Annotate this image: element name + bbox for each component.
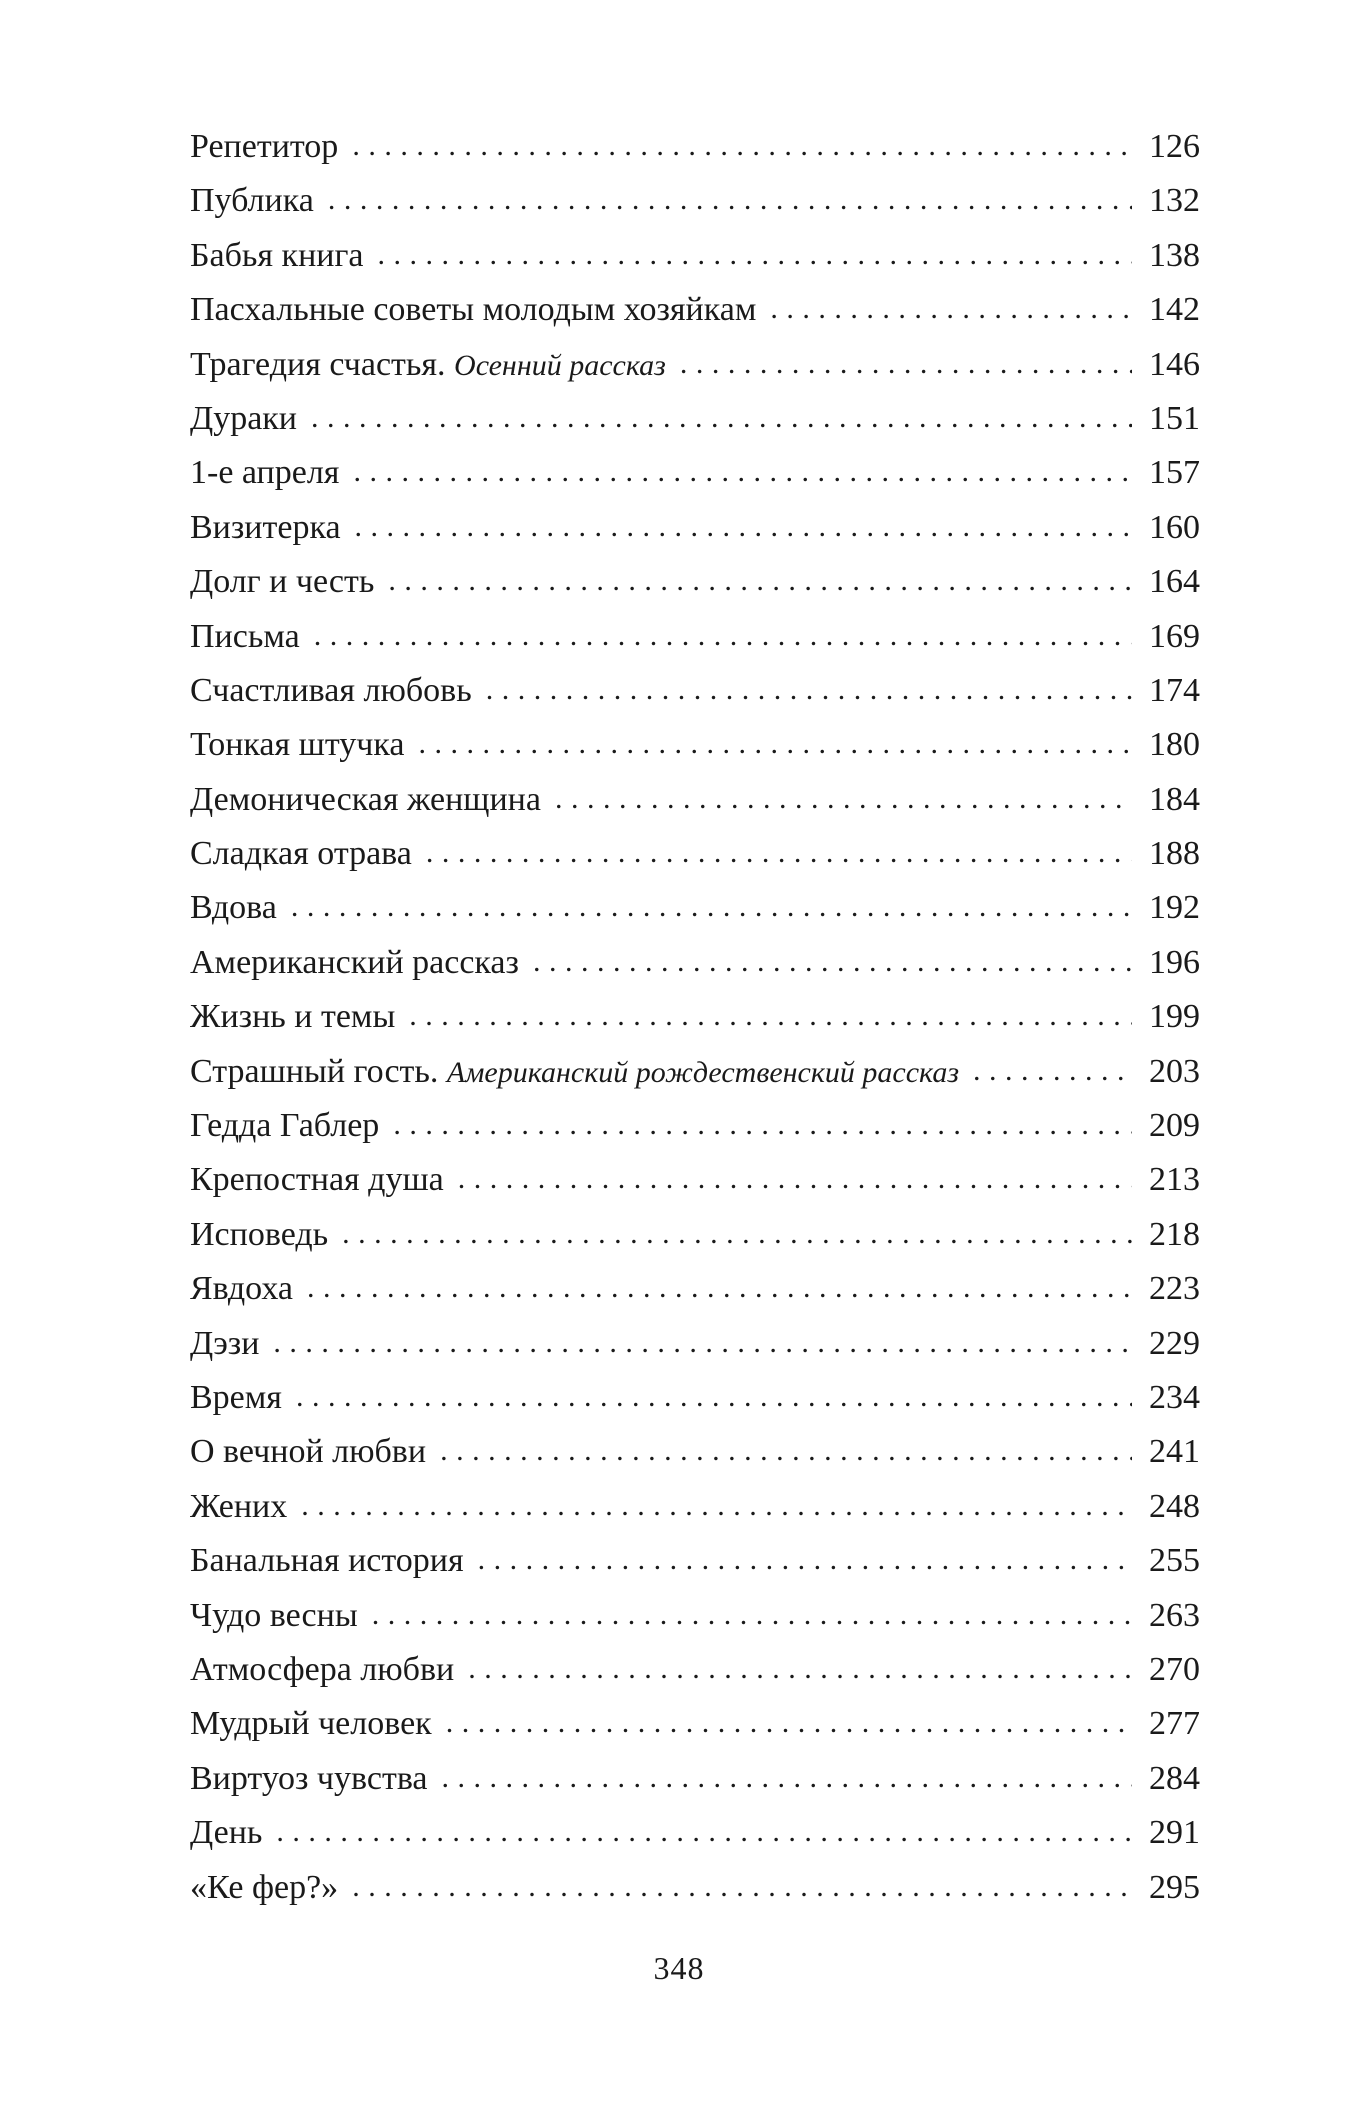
toc-page-number: 199 xyxy=(1149,998,1200,1036)
toc-title-text: Время xyxy=(190,1378,282,1416)
toc-title-text: Сладкая отрава xyxy=(190,835,412,873)
toc-title-text: Дураки xyxy=(190,399,297,437)
toc-page-number: 234 xyxy=(1149,1378,1200,1416)
toc-entry-title xyxy=(190,1589,358,1643)
dot-leader xyxy=(478,1533,1132,1587)
toc-page-number: 169 xyxy=(1149,617,1200,655)
dot-leader xyxy=(468,1642,1132,1696)
toc-page-number: 291 xyxy=(1149,1814,1200,1852)
toc-entry-title xyxy=(190,1153,444,1207)
toc-entry xyxy=(190,1752,1200,1806)
toc-entry xyxy=(190,1317,1200,1371)
toc-title-text: Визитерка xyxy=(190,508,341,546)
toc-entry-title xyxy=(190,174,314,228)
toc-entry xyxy=(190,501,1200,555)
dot-leader xyxy=(680,337,1132,391)
dot-leader xyxy=(770,282,1132,336)
dot-leader xyxy=(311,391,1132,445)
dot-leader xyxy=(388,554,1132,608)
toc-page-number: 160 xyxy=(1149,508,1200,546)
dot-leader xyxy=(342,1207,1132,1261)
toc-entry-title xyxy=(190,1208,328,1262)
toc-page-number: 223 xyxy=(1149,1270,1200,1308)
dot-leader xyxy=(291,880,1132,934)
toc-entry xyxy=(190,392,1200,446)
toc-entry xyxy=(190,664,1200,718)
dot-leader xyxy=(314,609,1132,663)
toc-title-text: Вдова xyxy=(190,889,277,927)
dot-leader xyxy=(446,1696,1132,1750)
toc-entry xyxy=(190,773,1200,827)
dot-leader xyxy=(352,119,1132,173)
toc-entry-title xyxy=(190,1371,282,1425)
toc-page-number: 132 xyxy=(1149,182,1200,220)
toc-page-number: 146 xyxy=(1149,345,1200,383)
toc-entry-title xyxy=(190,610,300,664)
toc-entry xyxy=(190,338,1200,392)
toc-entry xyxy=(190,1371,1200,1425)
toc-page-number: 174 xyxy=(1149,671,1200,709)
toc-entry-title xyxy=(190,1752,428,1806)
toc-entry xyxy=(190,446,1200,500)
dot-leader xyxy=(458,1152,1132,1206)
dot-leader xyxy=(328,173,1132,227)
toc-title-text: Виртуоз чувства xyxy=(190,1759,428,1797)
toc-entry-title xyxy=(190,718,404,772)
toc-entry xyxy=(190,1045,1200,1099)
toc-entry xyxy=(190,174,1200,228)
toc-title-text: Жизнь и темы xyxy=(190,998,396,1036)
toc-page-number: 188 xyxy=(1149,835,1200,873)
toc-title-text: Дэзи xyxy=(190,1324,260,1362)
toc-title-text: Пасхальные советы молодым хозяйкам xyxy=(190,291,757,329)
toc-page-number: 142 xyxy=(1149,291,1200,329)
dot-leader xyxy=(296,1370,1132,1424)
toc-entry-title xyxy=(190,1425,426,1479)
toc-title-text: Письма xyxy=(190,617,300,655)
toc-page-number: 213 xyxy=(1149,1161,1200,1199)
toc-page-number: 192 xyxy=(1149,889,1200,927)
toc-entry xyxy=(190,718,1200,772)
dot-leader xyxy=(353,445,1132,499)
toc-page-number: 203 xyxy=(1149,1052,1200,1090)
toc-entry-title xyxy=(190,1861,338,1915)
toc-entry xyxy=(190,1589,1200,1643)
toc-page-number: 126 xyxy=(1149,128,1200,165)
page-number: 348 xyxy=(653,1950,705,1986)
toc-page-number: 270 xyxy=(1149,1650,1200,1688)
toc-title-text: Бабья книга xyxy=(190,236,364,274)
toc-entry xyxy=(190,120,1200,174)
toc-title-text: Публика xyxy=(190,182,314,220)
dot-leader xyxy=(409,989,1132,1043)
dot-leader xyxy=(555,772,1132,826)
toc-entry xyxy=(190,881,1200,935)
toc-entry xyxy=(190,827,1200,881)
dot-leader xyxy=(426,826,1132,880)
toc-title-text: Репетитор xyxy=(190,128,339,165)
toc-title-text: Атмосфера любви xyxy=(190,1650,455,1688)
toc-entry-title xyxy=(190,1262,293,1316)
dot-leader xyxy=(973,1044,1132,1098)
toc-page-number: 284 xyxy=(1149,1759,1200,1797)
toc-title-text: Тонкая штучка xyxy=(190,726,405,764)
toc-title-text: Мудрый человек xyxy=(190,1705,432,1743)
toc-title-text: День xyxy=(190,1814,263,1852)
toc-entry-title xyxy=(190,1534,464,1588)
toc-page-number: 218 xyxy=(1149,1215,1200,1253)
toc-entry xyxy=(190,1099,1200,1153)
toc-entry xyxy=(190,610,1200,664)
toc-entry xyxy=(190,1861,1200,1915)
toc-entry-title xyxy=(190,1317,259,1371)
dot-leader xyxy=(273,1316,1132,1370)
toc-title-text: «Ке фер?» xyxy=(190,1868,339,1906)
toc-entry-title xyxy=(190,1643,454,1697)
dot-leader xyxy=(440,1424,1132,1478)
toc-entry-title xyxy=(190,120,338,174)
toc-entry xyxy=(190,229,1200,283)
toc-title-text: Исповедь xyxy=(190,1215,329,1253)
dot-leader xyxy=(442,1751,1132,1805)
toc-entry xyxy=(190,1534,1200,1588)
toc-title-text: 1-е апреля xyxy=(190,454,340,492)
toc-entry-title xyxy=(190,446,339,500)
toc-entry-title xyxy=(190,881,277,935)
toc-entry xyxy=(190,1262,1200,1316)
toc-entry-title xyxy=(190,229,364,283)
dot-leader xyxy=(418,717,1132,771)
toc-title-text: Трагедия счастья. xyxy=(190,345,446,383)
toc-page-number: 229 xyxy=(1149,1324,1200,1362)
toc-entry-title xyxy=(190,664,472,718)
toc-entry-title xyxy=(190,283,756,337)
dot-leader xyxy=(352,1860,1132,1914)
toc-page-number: 277 xyxy=(1149,1705,1200,1743)
toc-entry-title xyxy=(190,392,297,446)
toc-title-text: Долг и честь xyxy=(190,563,375,601)
dot-leader xyxy=(301,1479,1132,1533)
toc-page-number: 138 xyxy=(1149,236,1200,274)
toc-entry-title xyxy=(190,936,519,990)
toc-entry xyxy=(190,1153,1200,1207)
toc-entry xyxy=(190,936,1200,990)
toc-title-text: Явдоха xyxy=(190,1270,293,1308)
toc-entry xyxy=(190,1480,1200,1534)
toc-page-number: 248 xyxy=(1149,1487,1200,1525)
toc-title-text: Банальная история xyxy=(190,1542,464,1580)
toc-title-text: Чудо весны xyxy=(190,1596,358,1634)
toc-page-number: 241 xyxy=(1149,1433,1200,1471)
toc-page-number: 184 xyxy=(1149,780,1200,818)
toc-subtitle-text: Американский рождественский рассказ xyxy=(446,1055,960,1089)
toc-entry xyxy=(190,555,1200,609)
toc-entry xyxy=(190,1643,1200,1697)
toc-entry-title xyxy=(190,501,341,555)
toc-page-number: 157 xyxy=(1149,454,1200,492)
toc-title-text: Крепостная душа xyxy=(190,1161,444,1199)
toc-entry-title xyxy=(190,773,541,827)
dot-leader xyxy=(393,1098,1132,1152)
toc-entry-title xyxy=(190,990,395,1044)
toc-subtitle-text: Осенний рассказ xyxy=(454,348,666,382)
toc-entry-title xyxy=(190,1480,287,1534)
toc-page-number: 295 xyxy=(1149,1868,1200,1906)
toc-page-number: 164 xyxy=(1149,563,1200,601)
table-of-contents xyxy=(190,120,1200,1915)
toc-title-text: О вечной любви xyxy=(190,1433,427,1471)
toc-entry-title xyxy=(190,555,374,609)
toc-title-text: Счастливая любовь xyxy=(190,671,472,709)
toc-entry-title xyxy=(190,827,412,881)
toc-entry-title xyxy=(190,1045,959,1100)
toc-entry xyxy=(190,990,1200,1044)
toc-entry-title xyxy=(190,1099,379,1153)
dot-leader xyxy=(372,1588,1132,1642)
toc-entry-title xyxy=(190,338,666,393)
toc-title-text: Страшный гость. xyxy=(190,1052,439,1090)
toc-page-number: 196 xyxy=(1149,943,1200,981)
toc-entry-title xyxy=(190,1697,432,1751)
toc-entry xyxy=(190,1697,1200,1751)
dot-leader xyxy=(378,228,1132,282)
toc-entry xyxy=(190,1208,1200,1262)
dot-leader xyxy=(486,663,1132,717)
toc-entry-title xyxy=(190,1806,262,1860)
toc-title-text: Американский рассказ xyxy=(190,943,519,981)
toc-page-number: 180 xyxy=(1149,726,1200,764)
toc-entry xyxy=(190,1806,1200,1860)
dot-leader xyxy=(355,500,1132,554)
dot-leader xyxy=(533,935,1132,989)
toc-page-number: 209 xyxy=(1149,1107,1200,1145)
dot-leader xyxy=(276,1805,1132,1859)
toc-title-text: Жених xyxy=(190,1487,288,1525)
toc-page-number: 255 xyxy=(1149,1542,1200,1580)
toc-entry xyxy=(190,283,1200,337)
toc-title-text: Демоническая женщина xyxy=(190,780,541,818)
toc-title-text: Гедда Габлер xyxy=(190,1107,380,1145)
toc-page-number: 263 xyxy=(1149,1596,1200,1634)
toc-entry xyxy=(190,1425,1200,1479)
dot-leader xyxy=(307,1261,1132,1315)
toc-page-number: 151 xyxy=(1149,399,1200,437)
